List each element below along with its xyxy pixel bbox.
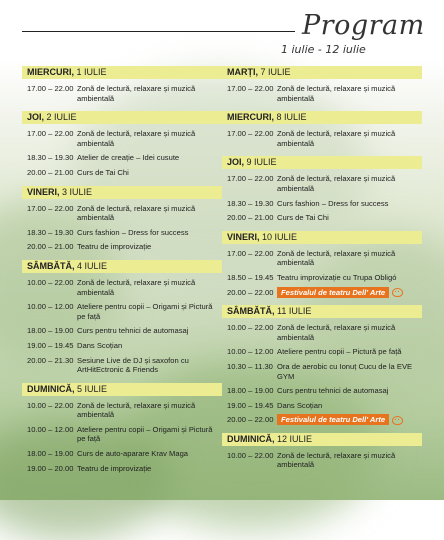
event-description: Zonă de lectură, relaxare și muzică ambientală	[77, 203, 196, 223]
day-header: VINERI, 3 IULIE	[22, 186, 222, 199]
event-row	[22, 341, 222, 351]
event-description: Teatru de improvizație	[77, 463, 152, 473]
event-time: 10.30 – 11.30	[227, 361, 273, 371]
day-name: JOI	[227, 157, 242, 168]
date-range: 1 iulie - 12 iulie	[281, 43, 366, 56]
event-row	[22, 242, 222, 252]
day-date: 12 IULIE	[277, 433, 313, 444]
event-description: Ateliere pentru copii – Pictură pe față	[277, 347, 402, 357]
event-description: Ateliere pentru copii – Origami și Pictură pe față	[77, 424, 213, 444]
day-name: MARȚI	[227, 67, 256, 77]
event-time: 10.00 – 22.00	[227, 450, 274, 460]
event-time: 17.00 – 22.00	[27, 203, 74, 213]
day-header: SÂMBĂTĂ, 11 IULIE	[222, 305, 422, 318]
event-time: 18.30 – 19.30	[227, 198, 274, 208]
event-description: Teatru de improvizație	[77, 242, 152, 252]
event-time: 20.00 – 21.00	[227, 213, 274, 223]
event-row	[22, 153, 222, 163]
event-row	[22, 356, 222, 375]
event-time: 10.00 – 12.00	[27, 302, 74, 312]
event-row	[22, 425, 222, 444]
festival-badge: Festivalul de teatru Dell' Arte	[277, 414, 389, 425]
event-row	[222, 415, 422, 425]
event-row	[22, 168, 222, 178]
event-description: Curs de Tai Chi	[77, 167, 129, 177]
day-header: SÂMBĂTĂ, 4 IULIE	[22, 260, 222, 273]
event-description: Curs de Tai Chi	[277, 213, 329, 223]
event-row	[22, 278, 222, 297]
event-time: 17.00 – 22.00	[27, 84, 74, 93]
event-row	[222, 362, 422, 381]
event-description: Atelier de creație – Idei cusute	[77, 153, 180, 163]
event-time: 10.00 – 22.00	[227, 323, 274, 333]
event-description: Ora de aerobic cu Ionuț Cucu de la EVE GYM	[277, 361, 413, 381]
event-time: 20.00 – 21.00	[27, 242, 74, 252]
event-time: 18.00 – 19.00	[27, 326, 74, 336]
schedule-column-right	[222, 66, 422, 478]
day-date: 7 IULIE	[260, 67, 291, 77]
event-row	[222, 401, 422, 411]
event-time: 18.00 – 19.00	[27, 449, 74, 459]
schedule-column-left	[22, 66, 222, 481]
event-row	[22, 228, 222, 238]
day-name: SÂMBĂTĂ	[27, 260, 72, 271]
day-header: VINERI, 10 IULIE	[222, 231, 422, 244]
event-description: Ateliere pentru copii – Origami și Pictură pe față	[77, 302, 213, 321]
event-description: Dans Scoțian	[77, 340, 123, 350]
theatre-mask-icon	[392, 416, 403, 425]
day-block	[22, 383, 222, 474]
event-time: 19.00 – 20.00	[27, 463, 74, 473]
event-row	[22, 302, 222, 321]
page-title: Program	[302, 10, 425, 41]
event-time: 10.00 – 12.00	[27, 424, 74, 434]
event-row	[22, 401, 222, 420]
day-block	[222, 111, 422, 148]
event-description: Sesiune Live de DJ și saxofon cu ArtHitEctronic & Friends	[77, 355, 189, 375]
event-row	[22, 326, 222, 336]
event-description: Zonă de lectură, relaxare și muzică ambientală	[277, 84, 396, 103]
day-header: MIERCURI, 8 IULIE	[222, 111, 422, 124]
event-row	[222, 213, 422, 223]
day-block	[222, 156, 422, 222]
event-description: Zonă de lectură, relaxare și muzică ambientală	[77, 129, 196, 148]
event-row	[222, 199, 422, 209]
event-time: 10.00 – 22.00	[27, 277, 74, 287]
day-header: DUMINICĂ, 12 IULIE	[222, 433, 422, 446]
day-block	[22, 260, 222, 375]
day-name: DUMINICĂ	[227, 433, 272, 444]
day-block	[22, 186, 222, 252]
event-time: 17.00 – 22.00	[27, 129, 74, 139]
day-name: MIERCURI	[227, 112, 272, 123]
theatre-mask-icon	[392, 288, 403, 297]
event-time: 19.00 – 19.45	[27, 340, 74, 350]
day-block	[222, 231, 422, 297]
event-row	[222, 273, 422, 283]
event-time: 10.00 – 22.00	[27, 400, 74, 410]
event-description: Zonă de lectură, relaxare și muzică ambientală	[77, 277, 196, 297]
day-name: VINERI	[27, 186, 58, 197]
event-row	[222, 174, 422, 193]
event-row	[22, 84, 222, 103]
day-date: 8 IULIE	[276, 112, 307, 123]
day-date: 5 IULIE	[77, 383, 108, 394]
day-block	[222, 66, 422, 103]
event-time: 20.00 – 22.00	[227, 415, 274, 425]
event-time: 17.00 – 22.00	[227, 248, 274, 258]
event-row	[22, 464, 222, 474]
event-time: 17.00 – 22.00	[227, 84, 274, 93]
day-header: JOI, 9 IULIE	[222, 156, 422, 169]
event-row	[22, 204, 222, 223]
day-date: 11 IULIE	[277, 306, 312, 317]
event-row	[222, 451, 422, 470]
event-time: 18.30 – 19.30	[27, 227, 74, 237]
event-description: Zonă de lectură, relaxare și muzică ambientală	[277, 450, 396, 470]
event-row	[222, 288, 422, 298]
event-time: 20.00 – 21.00	[27, 167, 74, 177]
event-time: 20.00 – 21.30	[27, 355, 74, 365]
day-name: SÂMBĂTĂ	[227, 306, 272, 317]
festival-badge: Festivalul de teatru Dell' Arte	[277, 287, 389, 298]
event-row	[222, 84, 422, 103]
day-header: DUMINICĂ, 5 IULIE	[22, 383, 222, 396]
event-time: 18.30 – 19.30	[27, 153, 74, 163]
event-row	[22, 449, 222, 459]
event-time: 17.00 – 22.00	[227, 174, 274, 184]
day-date: 3 IULIE	[62, 186, 93, 197]
event-description: Curs de auto-aparare Krav Maga	[77, 449, 189, 459]
day-name: VINERI	[227, 231, 258, 242]
day-name: DUMINICĂ	[27, 383, 72, 394]
event-row	[22, 129, 222, 148]
event-time: 17.00 – 22.00	[227, 129, 274, 139]
event-time: 10.00 – 12.00	[227, 347, 274, 357]
day-date: 4 IULIE	[77, 260, 108, 271]
day-block	[222, 433, 422, 470]
event-row	[222, 249, 422, 268]
event-time: 20.00 – 22.00	[227, 287, 274, 297]
event-description: Zonă de lectură, relaxare și muzică ambientală	[277, 129, 396, 148]
event-description: Curs pentru tehnici de automasaj	[277, 386, 389, 396]
day-block	[22, 111, 222, 177]
event-description: Curs fashion – Dress for success	[77, 227, 189, 237]
day-date: 2 IULIE	[46, 112, 77, 123]
event-time: 18.00 – 19.00	[227, 386, 274, 396]
event-description: Zonă de lectură, relaxare și muzică ambientală	[77, 84, 196, 103]
day-date: 1 IULIE	[76, 67, 107, 77]
day-name: JOI	[27, 112, 42, 123]
day-block	[222, 305, 422, 425]
day-block	[22, 66, 222, 103]
day-header: JOI, 2 IULIE	[22, 111, 222, 124]
event-description: Zonă de lectură, relaxare și muzică ambientală	[277, 323, 396, 342]
event-description: Dans Scoțian	[277, 400, 323, 410]
event-time: 18.50 – 19.45	[227, 272, 274, 282]
event-description: Curs fashion – Dress for success	[277, 198, 389, 208]
event-description: Teatru improvizație cu Trupa Obligó	[277, 272, 397, 282]
event-row	[222, 323, 422, 342]
title-rule	[22, 31, 295, 32]
event-row	[222, 386, 422, 396]
day-header: MIERCURI, 1 IULIE	[22, 66, 222, 79]
event-row	[222, 129, 422, 148]
event-row	[222, 347, 422, 357]
event-description: Zonă de lectură, relaxare și muzică ambientală	[277, 248, 396, 268]
day-date: 10 IULIE	[262, 231, 298, 242]
day-date: 9 IULIE	[246, 157, 277, 168]
event-time: 19.00 – 19.45	[227, 400, 274, 410]
event-description: Zonă de lectură, relaxare și muzică ambientală	[277, 174, 396, 193]
day-name: MIERCURI	[27, 67, 72, 77]
day-header: MARȚI, 7 IULIE	[222, 66, 422, 79]
event-description: Curs pentru tehnici de automasaj	[77, 326, 189, 336]
event-description: Zonă de lectură, relaxare și muzică ambientală	[77, 400, 196, 420]
